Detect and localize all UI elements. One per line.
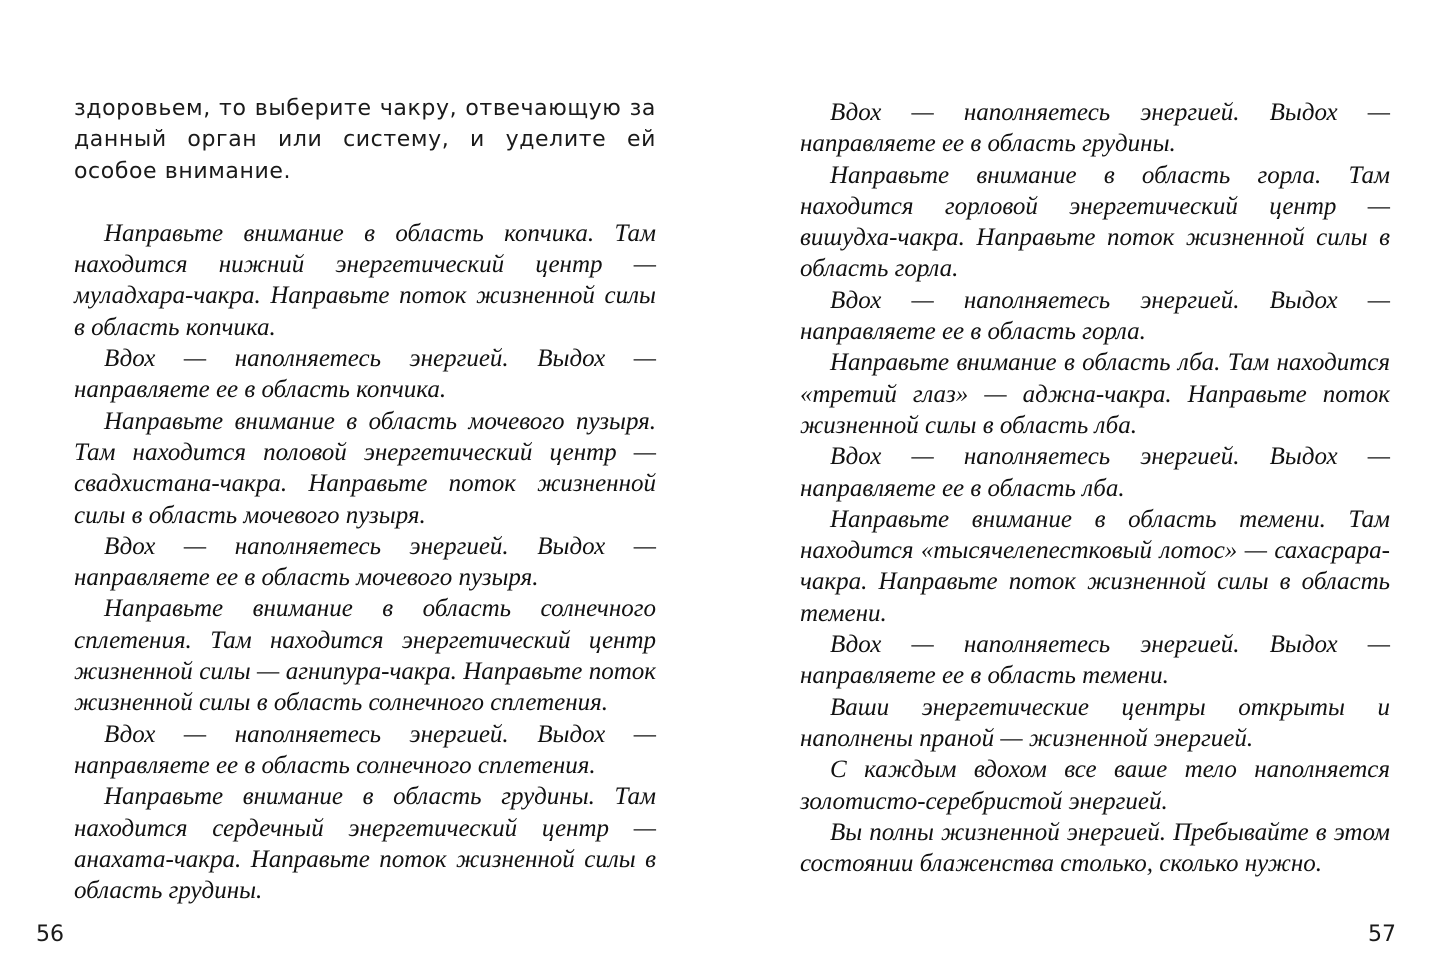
paragraph-crown: Направьте внимание в область темени. Там находится «тысячелепестковый лотос» — сахасрара-чакра. Направьте поток жизненной силы в область темени.	[800, 505, 1390, 627]
paragraph-breath-crown: Вдох — наполняетесь энергией. Выдох — направляете ее в область темени.	[800, 631, 1390, 690]
page-number-left: 56	[36, 922, 64, 947]
paragraph-gap	[74, 187, 656, 218]
paragraph-bliss: Вы полны жизненной энергией. Пребывайте в этом состоянии блаженства столько, сколько нужно.	[800, 818, 1390, 878]
paragraph-bladder: Направьте внимание в область мочевого пузыря. Там находится половой энергетический центр — свадхистана-чакра. Направьте поток жизненной силы в область мочевого пузыря.	[74, 407, 656, 529]
paragraph-forehead: Направьте внимание в область лба. Там находится «третий глаз» — аджна-чакра. Направьте поток жизненной силы в область лба.	[800, 349, 1390, 439]
paragraph-throat: Направьте внимание в область горла. Там находится горловой энергетический центр — вишудха-чакра. Направьте поток жизненной силы в область горла.	[800, 161, 1390, 283]
paragraph-coccyx: Направьте внимание в область копчика. Там находится нижний энергетический центр — муладхара-чакра. Направьте поток жизненной силы в область копчика.	[74, 219, 656, 341]
paragraph-breath-bladder: Вдох — наполняетесь энергией. Выдох — направляете ее в область мочевого пузыря.	[74, 532, 656, 592]
page-number-right: 57	[1368, 922, 1396, 947]
paragraph-centers-open: Ваши энергетические центры открыты и наполнены праной — жизненной энергией.	[800, 693, 1390, 752]
paragraph-breath-sternum: Вдох — наполняетесь энергией. Выдох — направляете ее в область грудины.	[800, 99, 1390, 158]
paragraph-solar-plexus: Направьте внимание в область солнечного сплетения. Там находится энергетический центр жизненной силы — агнипура-чакра. Направьте поток жизненной силы в область солнечного сплетения.	[74, 595, 656, 717]
paragraph-golden-energy: С каждым вдохом все ваше тело наполняется золотисто-серебристой энергией.	[800, 756, 1390, 815]
intro-paragraph: здоровьем, то выберите чакру, отвечающую за данный орган или систему, и уделите ей особое внимание.	[74, 96, 656, 184]
paragraph-breath-throat: Вдох — наполняетесь энергией. Выдох — направляете ее в область горла.	[800, 286, 1390, 346]
left-page-text	[74, 93, 656, 906]
paragraph-breath-solar-plexus: Вдох — наполняетесь энергией. Выдох — направляете ее в область солнечного сплетения.	[74, 720, 656, 779]
right-page-text	[800, 97, 1390, 879]
paragraph-breath-forehead: Вдох — наполняетесь энергией. Выдох — направляете ее в область лба.	[800, 443, 1390, 502]
page-right	[722, 0, 1445, 966]
paragraph-breath-coccyx: Вдох — наполняетесь энергией. Выдох — направляете ее в область копчика.	[74, 345, 656, 404]
page-left	[0, 0, 722, 966]
paragraph-sternum: Направьте внимание в область грудины. Там находится сердечный энергетический центр — анахата-чакра. Направьте поток жизненной силы в область грудины.	[74, 783, 656, 905]
